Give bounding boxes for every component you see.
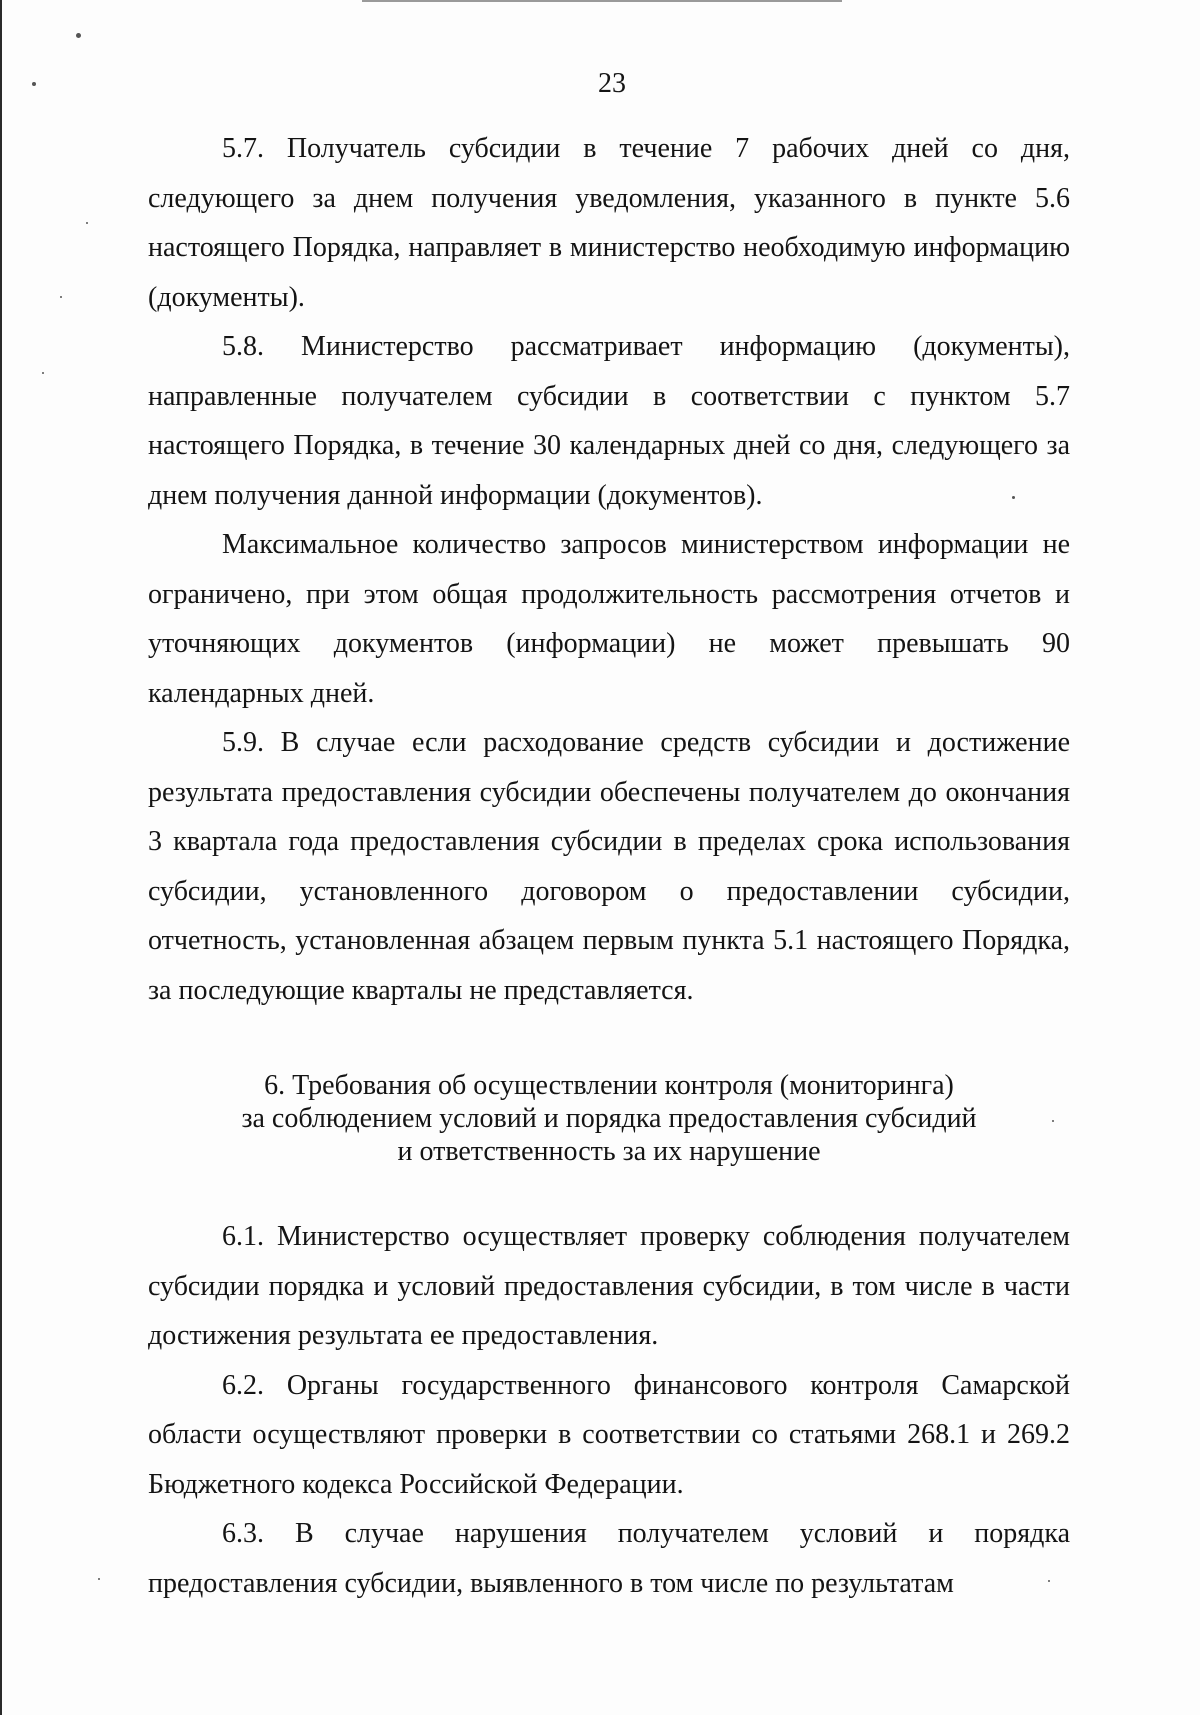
- scan-speck: [1052, 1120, 1054, 1122]
- scan-speck: [60, 296, 62, 298]
- body-section-6: [148, 1212, 1070, 1608]
- scan-speck: [98, 1578, 100, 1580]
- body-section-5: [148, 124, 1070, 1015]
- heading-line-3: и ответственность за их нарушение: [397, 1136, 821, 1167]
- scan-speck: [1048, 1580, 1050, 1582]
- scan-speck: [42, 372, 44, 374]
- scan-speck: [32, 82, 36, 86]
- paragraph-6-1: 6.1. Министерство осуществляет проверку соблюдения получателем субсидии порядка и условий предоставления субсидии, в том числе в части достижения результата ее предоставления.: [148, 1221, 1070, 1351]
- paragraph-5-7: 5.7. Получатель субсидии в течение 7 рабочих дней со дня, следующего за днем получения уведомления, указанного в пункте 5.6 настоящего Порядка, направляет в министерство необходимую информацию (документы).: [148, 133, 1070, 313]
- scan-speck: [1012, 496, 1015, 499]
- paragraph-max-requests: Максимальное количество запросов министерством информации не ограничено, при этом общая продолжительность рассмотрения отчетов и уточняющих документов (информации) не может превышать 90 календарных дней.: [148, 529, 1070, 709]
- paragraph-5-8: 5.8. Министерство рассматривает информацию (документы), направленные получателем субсидии в соответствии с пунктом 5.7 настоящего Порядка, в течение 30 календарных дней со дня, следующего за днем получения данной информации (документов).: [148, 331, 1070, 511]
- paragraph-6-2: 6.2. Органы государственного финансового контроля Самарской области осуществляют проверки в соответствии со статьями 268.1 и 269.2 Бюджетного кодекса Российской Федерации.: [148, 1369, 1070, 1500]
- page-number: 23: [598, 68, 626, 99]
- scan-speck: [86, 222, 88, 224]
- scan-speck: [76, 33, 81, 38]
- scan-top-edge: [362, 0, 842, 2]
- paragraph-5-9: 5.9. В случае если расходование средств субсидии и достижение результата предоставления субсидии обеспечены получателем до окончания 3 квартала года предоставления субсидии в пределах срока использования субсидии, установленного договором о предоставлении субсидии, отчетность, установленная абзацем первым пункта 5.1 настоящего Порядка, за последующие кварталы не представляется.: [148, 727, 1070, 1006]
- paragraph-6-3: 6.3. В случае нарушения получателем условий и порядка предоставления субсидии, выявленного в том числе по результатам: [148, 1518, 1070, 1599]
- section-6-heading: [148, 1069, 1070, 1168]
- heading-line-2: за соблюдением условий и порядка предоставления субсидий: [241, 1103, 977, 1134]
- heading-line-1: 6. Требования об осуществлении контроля (мониторинга): [264, 1070, 954, 1101]
